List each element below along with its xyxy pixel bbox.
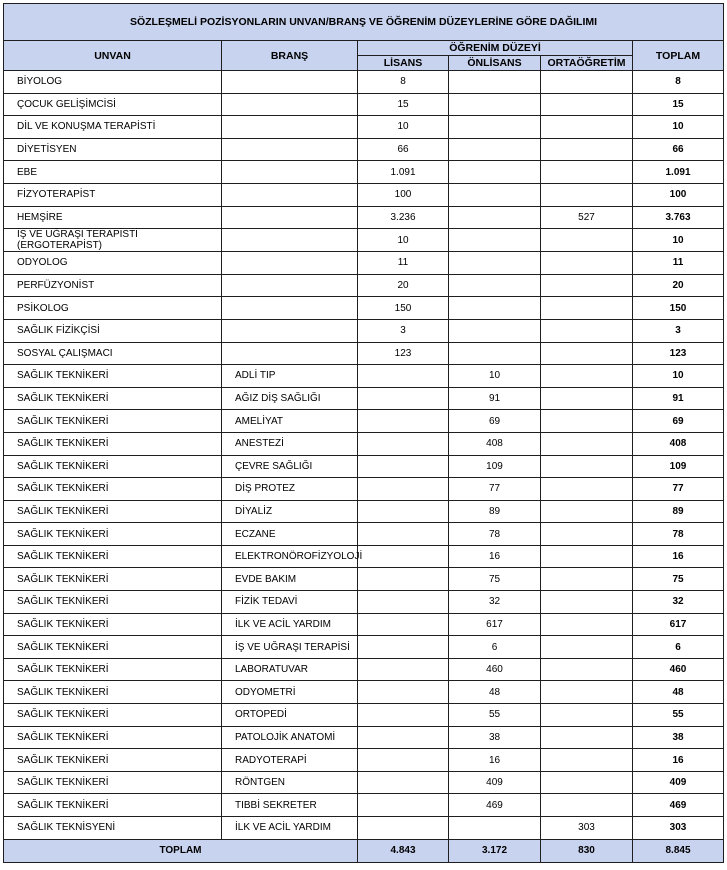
table-row: [4, 613, 724, 636]
cell-lisans: [358, 658, 449, 681]
cell-toplam: 303: [633, 817, 724, 840]
cell-toplam: 617: [633, 613, 724, 636]
cell-onlisans: [449, 342, 541, 365]
cell-unvan: BİYOLOG: [4, 71, 222, 94]
cell-onlisans: 78: [449, 523, 541, 546]
cell-onlisans: [449, 161, 541, 184]
cell-unvan: SAĞLIK TEKNİKERİ: [4, 636, 222, 659]
header-ortaogretim: ORTAÖĞRETİM: [541, 56, 633, 71]
cell-unvan: SAĞLIK TEKNİKERİ: [4, 591, 222, 614]
cell-brans: [222, 274, 358, 297]
table-body: [4, 71, 724, 840]
cell-brans: AĞIZ DİŞ SAĞLIĞI: [222, 387, 358, 410]
cell-ortaogretim: [541, 523, 633, 546]
cell-brans: ADLİ TIP: [222, 365, 358, 388]
table-row: [4, 297, 724, 320]
cell-unvan: FİZYOTERAPİST: [4, 183, 222, 206]
table-row: [4, 568, 724, 591]
cell-toplam: 66: [633, 138, 724, 161]
cell-brans: ODYOMETRİ: [222, 681, 358, 704]
table-row: [4, 342, 724, 365]
table-row: [4, 252, 724, 275]
cell-ortaogretim: [541, 387, 633, 410]
cell-onlisans: [449, 252, 541, 275]
cell-unvan: SOSYAL ÇALIŞMACI: [4, 342, 222, 365]
cell-unvan: SAĞLIK FİZİKÇİSİ: [4, 319, 222, 342]
table-row: [4, 116, 724, 139]
cell-toplam: 77: [633, 478, 724, 501]
cell-onlisans: 48: [449, 681, 541, 704]
cell-toplam: 16: [633, 749, 724, 772]
cell-toplam: 10: [633, 229, 724, 252]
cell-ortaogretim: 303: [541, 817, 633, 840]
table-row: [4, 71, 724, 94]
cell-lisans: 10: [358, 116, 449, 139]
cell-toplam: 20: [633, 274, 724, 297]
cell-ortaogretim: [541, 432, 633, 455]
cell-brans: TIBBİ SEKRETER: [222, 794, 358, 817]
cell-toplam: 10: [633, 365, 724, 388]
cell-lisans: [358, 613, 449, 636]
cell-toplam: 89: [633, 500, 724, 523]
cell-unvan: EBE: [4, 161, 222, 184]
table-row: [4, 138, 724, 161]
cell-onlisans: 32: [449, 591, 541, 614]
cell-brans: [222, 229, 358, 252]
table-row: [4, 636, 724, 659]
cell-brans: DİŞ PROTEZ: [222, 478, 358, 501]
cell-ortaogretim: [541, 71, 633, 94]
cell-onlisans: 408: [449, 432, 541, 455]
cell-lisans: [358, 591, 449, 614]
table-row: [4, 794, 724, 817]
cell-toplam: 11: [633, 252, 724, 275]
cell-ortaogretim: [541, 252, 633, 275]
cell-lisans: 3.236: [358, 206, 449, 229]
cell-unvan: SAĞLIK TEKNİKERİ: [4, 500, 222, 523]
cell-lisans: 150: [358, 297, 449, 320]
cell-brans: ANESTEZİ: [222, 432, 358, 455]
cell-toplam: 69: [633, 410, 724, 433]
cell-ortaogretim: [541, 342, 633, 365]
cell-ortaogretim: [541, 183, 633, 206]
table-row: [4, 274, 724, 297]
cell-onlisans: 55: [449, 704, 541, 727]
table-row: [4, 206, 724, 229]
cell-onlisans: 91: [449, 387, 541, 410]
cell-unvan: SAĞLIK TEKNİKERİ: [4, 365, 222, 388]
table-row: [4, 726, 724, 749]
cell-ortaogretim: [541, 319, 633, 342]
cell-toplam: 6: [633, 636, 724, 659]
cell-onlisans: 89: [449, 500, 541, 523]
cell-lisans: 100: [358, 183, 449, 206]
cell-lisans: [358, 704, 449, 727]
cell-lisans: [358, 545, 449, 568]
cell-toplam: 460: [633, 658, 724, 681]
cell-brans: DİYALİZ: [222, 500, 358, 523]
cell-brans: [222, 138, 358, 161]
cell-toplam: 3: [633, 319, 724, 342]
table-title: SÖZLEŞMELİ POZİSYONLARIN UNVAN/BRANŞ VE ÖĞRENİM DÜZEYLERİNE GÖRE DAĞILIMI: [4, 4, 724, 41]
cell-brans: LABORATUVAR: [222, 658, 358, 681]
distribution-table-container: [3, 3, 723, 863]
cell-ortaogretim: [541, 500, 633, 523]
cell-unvan: SAĞLIK TEKNİKERİ: [4, 704, 222, 727]
cell-brans: ELEKTRONÖROFİZYOLOJİ: [222, 545, 358, 568]
cell-unvan: ODYOLOG: [4, 252, 222, 275]
cell-lisans: 10: [358, 229, 449, 252]
table-row: [4, 749, 724, 772]
cell-toplam: 38: [633, 726, 724, 749]
cell-brans: [222, 161, 358, 184]
cell-unvan: SAĞLIK TEKNİKERİ: [4, 658, 222, 681]
cell-lisans: 20: [358, 274, 449, 297]
cell-onlisans: 409: [449, 771, 541, 794]
cell-toplam: 15: [633, 93, 724, 116]
table-row: [4, 658, 724, 681]
cell-toplam: 109: [633, 455, 724, 478]
cell-brans: AMELİYAT: [222, 410, 358, 433]
cell-unvan: DİYETİSYEN: [4, 138, 222, 161]
cell-onlisans: 16: [449, 749, 541, 772]
table-row: [4, 93, 724, 116]
cell-onlisans: [449, 183, 541, 206]
table-row: [4, 183, 724, 206]
cell-unvan: PSİKOLOG: [4, 297, 222, 320]
cell-brans: İŞ VE UĞRAŞI TERAPİSİ: [222, 636, 358, 659]
table-row: [4, 681, 724, 704]
cell-lisans: [358, 636, 449, 659]
cell-ortaogretim: [541, 726, 633, 749]
cell-brans: İLK VE ACİL YARDIM: [222, 817, 358, 840]
cell-brans: RÖNTGEN: [222, 771, 358, 794]
cell-lisans: [358, 478, 449, 501]
cell-ortaogretim: [541, 455, 633, 478]
cell-lisans: [358, 432, 449, 455]
cell-lisans: [358, 500, 449, 523]
cell-ortaogretim: [541, 636, 633, 659]
cell-onlisans: [449, 319, 541, 342]
cell-unvan: SAĞLIK TEKNİKERİ: [4, 613, 222, 636]
cell-onlisans: [449, 138, 541, 161]
cell-toplam: 8: [633, 71, 724, 94]
cell-toplam: 48: [633, 681, 724, 704]
cell-unvan: SAĞLIK TEKNİKERİ: [4, 432, 222, 455]
cell-ortaogretim: [541, 274, 633, 297]
cell-unvan: SAĞLIK TEKNİKERİ: [4, 568, 222, 591]
cell-brans: ÇEVRE SAĞLIĞI: [222, 455, 358, 478]
cell-toplam: 55: [633, 704, 724, 727]
cell-brans: [222, 93, 358, 116]
table-row: [4, 478, 724, 501]
cell-ortaogretim: [541, 704, 633, 727]
total-row: [4, 839, 724, 862]
cell-ortaogretim: [541, 93, 633, 116]
cell-toplam: 3.763: [633, 206, 724, 229]
cell-ortaogretim: [541, 794, 633, 817]
cell-toplam: 1.091: [633, 161, 724, 184]
cell-onlisans: 6: [449, 636, 541, 659]
total-onlisans: 3.172: [449, 839, 541, 862]
cell-brans: EVDE BAKIM: [222, 568, 358, 591]
cell-lisans: [358, 794, 449, 817]
cell-brans: [222, 297, 358, 320]
cell-brans: FİZİK TEDAVİ: [222, 591, 358, 614]
cell-unvan: İŞ VE UĞRAŞI TERAPİSTİ (ERGOTERAPİST): [4, 229, 222, 252]
cell-ortaogretim: [541, 681, 633, 704]
cell-toplam: 469: [633, 794, 724, 817]
cell-toplam: 32: [633, 591, 724, 614]
total-lisans: 4.843: [358, 839, 449, 862]
cell-ortaogretim: [541, 478, 633, 501]
cell-toplam: 10: [633, 116, 724, 139]
cell-onlisans: [449, 297, 541, 320]
table-row: [4, 817, 724, 840]
cell-onlisans: 38: [449, 726, 541, 749]
cell-unvan: SAĞLIK TEKNİKERİ: [4, 387, 222, 410]
cell-lisans: [358, 726, 449, 749]
cell-toplam: 100: [633, 183, 724, 206]
table-row: [4, 319, 724, 342]
cell-onlisans: [449, 817, 541, 840]
table-row: [4, 704, 724, 727]
cell-toplam: 150: [633, 297, 724, 320]
total-ortaogretim: 830: [541, 839, 633, 862]
cell-toplam: 16: [633, 545, 724, 568]
cell-unvan: SAĞLIK TEKNİKERİ: [4, 681, 222, 704]
cell-ortaogretim: [541, 410, 633, 433]
table-row: [4, 161, 724, 184]
cell-ortaogretim: [541, 771, 633, 794]
cell-lisans: 8: [358, 71, 449, 94]
cell-ortaogretim: [541, 161, 633, 184]
cell-lisans: [358, 817, 449, 840]
table-row: [4, 410, 724, 433]
cell-brans: RADYOTERAPİ: [222, 749, 358, 772]
table-row: [4, 500, 724, 523]
cell-lisans: [358, 568, 449, 591]
cell-unvan: ÇOCUK GELİŞİMCİSİ: [4, 93, 222, 116]
cell-brans: PATOLOJİK ANATOMİ: [222, 726, 358, 749]
cell-onlisans: 10: [449, 365, 541, 388]
cell-toplam: 91: [633, 387, 724, 410]
cell-onlisans: 16: [449, 545, 541, 568]
cell-toplam: 408: [633, 432, 724, 455]
header-ogrenim-duzeyi: ÖĞRENİM DÜZEYİ: [358, 41, 633, 56]
cell-ortaogretim: [541, 613, 633, 636]
table-row: [4, 387, 724, 410]
cell-toplam: 409: [633, 771, 724, 794]
cell-unvan: SAĞLIK TEKNİKERİ: [4, 545, 222, 568]
cell-ortaogretim: [541, 591, 633, 614]
cell-unvan: SAĞLIK TEKNİKERİ: [4, 478, 222, 501]
cell-ortaogretim: 527: [541, 206, 633, 229]
cell-brans: [222, 252, 358, 275]
total-toplam: 8.845: [633, 839, 724, 862]
cell-onlisans: 75: [449, 568, 541, 591]
cell-unvan: SAĞLIK TEKNİKERİ: [4, 455, 222, 478]
cell-lisans: [358, 455, 449, 478]
cell-onlisans: 109: [449, 455, 541, 478]
cell-ortaogretim: [541, 658, 633, 681]
cell-brans: [222, 183, 358, 206]
cell-brans: ORTOPEDİ: [222, 704, 358, 727]
header-brans: BRANŞ: [222, 41, 358, 71]
cell-brans: [222, 206, 358, 229]
cell-onlisans: [449, 71, 541, 94]
cell-onlisans: [449, 206, 541, 229]
cell-unvan: SAĞLIK TEKNİSYENİ: [4, 817, 222, 840]
cell-unvan: SAĞLIK TEKNİKERİ: [4, 410, 222, 433]
cell-brans: [222, 116, 358, 139]
cell-brans: [222, 71, 358, 94]
cell-brans: [222, 319, 358, 342]
cell-ortaogretim: [541, 116, 633, 139]
table-row: [4, 545, 724, 568]
table-row: [4, 591, 724, 614]
cell-lisans: [358, 523, 449, 546]
cell-brans: ECZANE: [222, 523, 358, 546]
cell-onlisans: 460: [449, 658, 541, 681]
cell-unvan: DİL VE KONUŞMA TERAPİSTİ: [4, 116, 222, 139]
cell-onlisans: 69: [449, 410, 541, 433]
cell-onlisans: 617: [449, 613, 541, 636]
total-label: TOPLAM: [4, 839, 358, 862]
cell-toplam: 123: [633, 342, 724, 365]
cell-ortaogretim: [541, 365, 633, 388]
cell-unvan: SAĞLIK TEKNİKERİ: [4, 523, 222, 546]
table-row: [4, 771, 724, 794]
cell-onlisans: [449, 93, 541, 116]
cell-ortaogretim: [541, 568, 633, 591]
cell-unvan: PERFÜZYONİST: [4, 274, 222, 297]
cell-toplam: 75: [633, 568, 724, 591]
cell-lisans: [358, 410, 449, 433]
cell-onlisans: [449, 274, 541, 297]
table-row: [4, 523, 724, 546]
cell-onlisans: [449, 229, 541, 252]
cell-unvan: SAĞLIK TEKNİKERİ: [4, 794, 222, 817]
cell-lisans: [358, 387, 449, 410]
cell-ortaogretim: [541, 749, 633, 772]
table-row: [4, 229, 724, 252]
cell-unvan: SAĞLIK TEKNİKERİ: [4, 726, 222, 749]
cell-onlisans: 469: [449, 794, 541, 817]
cell-lisans: [358, 681, 449, 704]
table-row: [4, 455, 724, 478]
cell-unvan: SAĞLIK TEKNİKERİ: [4, 771, 222, 794]
cell-onlisans: [449, 116, 541, 139]
cell-lisans: [358, 749, 449, 772]
cell-ortaogretim: [541, 297, 633, 320]
header-unvan: UNVAN: [4, 41, 222, 71]
cell-ortaogretim: [541, 545, 633, 568]
cell-brans: İLK VE ACİL YARDIM: [222, 613, 358, 636]
cell-lisans: 15: [358, 93, 449, 116]
cell-unvan: HEMŞİRE: [4, 206, 222, 229]
cell-lisans: 66: [358, 138, 449, 161]
cell-ortaogretim: [541, 138, 633, 161]
header-lisans: LİSANS: [358, 56, 449, 71]
cell-lisans: [358, 771, 449, 794]
cell-ortaogretim: [541, 229, 633, 252]
header-toplam: TOPLAM: [633, 41, 724, 71]
table-row: [4, 365, 724, 388]
cell-lisans: 3: [358, 319, 449, 342]
cell-brans: [222, 342, 358, 365]
cell-lisans: 1.091: [358, 161, 449, 184]
cell-lisans: [358, 365, 449, 388]
cell-lisans: 123: [358, 342, 449, 365]
cell-unvan: SAĞLIK TEKNİKERİ: [4, 749, 222, 772]
header-onlisans: ÖNLİSANS: [449, 56, 541, 71]
table-row: [4, 432, 724, 455]
cell-toplam: 78: [633, 523, 724, 546]
distribution-table: [3, 3, 724, 863]
cell-lisans: 11: [358, 252, 449, 275]
cell-onlisans: 77: [449, 478, 541, 501]
